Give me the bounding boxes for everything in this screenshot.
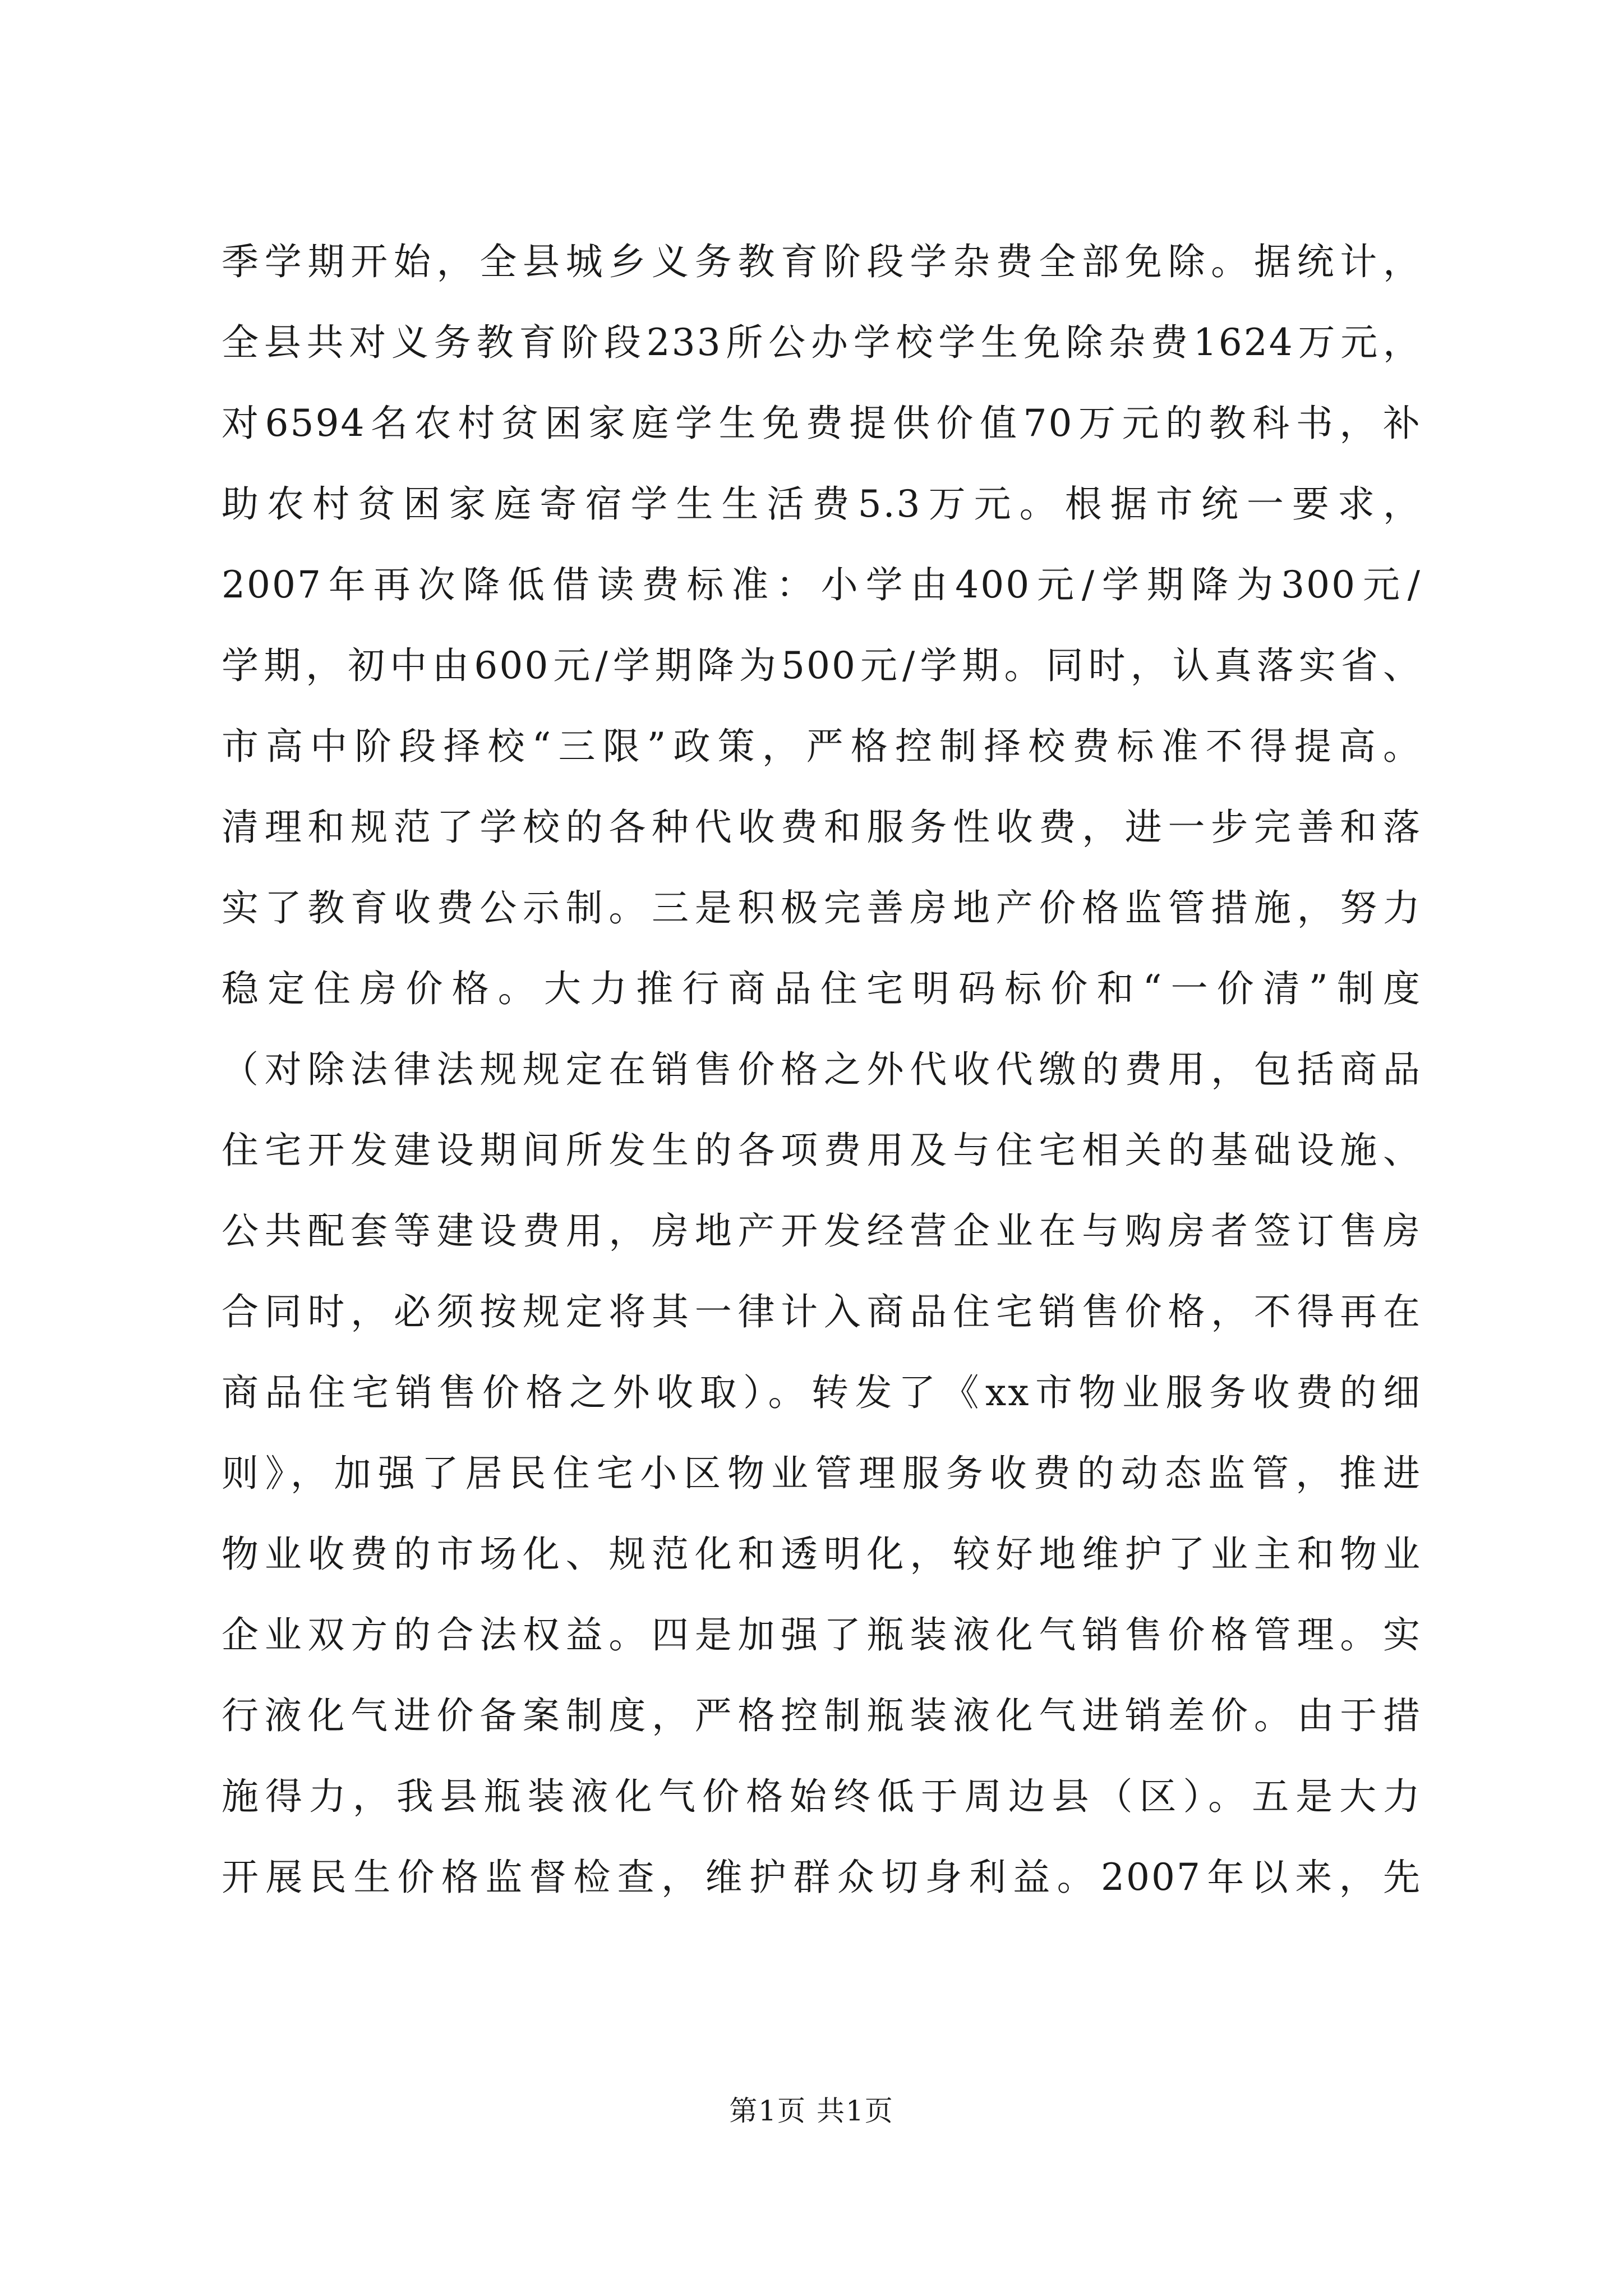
text-line: 开展民生价格监督检查，维护群众切身利益。2007年以来，先 xyxy=(222,1856,1422,1899)
text-line: 企业双方的合法权益。四是加强了瓶装液化气销售价格管理。实 xyxy=(222,1613,1422,1657)
text-line: 学期，初中由600元/学期降为500元/学期。同时，认真落实省、 xyxy=(222,644,1422,687)
text-line: 合同时，必须按规定将其一律计入商品住宅销售价格，不得再在 xyxy=(222,1290,1422,1333)
text-line: 季学期开始，全县城乡义务教育阶段学杂费全部免除。据统计， xyxy=(222,240,1422,283)
text-line: 公共配套等建设费用，房地产开发经营企业在与购房者签订售房 xyxy=(222,1209,1422,1253)
text-line: 住宅开发建设期间所发生的各项费用及与住宅相关的基础设施、 xyxy=(222,1129,1422,1172)
text-line: 实了教育收费公示制。三是积极完善房地产价格监管措施，努力 xyxy=(222,886,1422,930)
text-line: 对6594名农村贫困家庭学生免费提供价值70万元的教科书，补 xyxy=(222,402,1422,445)
text-line: 商品住宅销售价格之外收取）。转发了《xx市物业服务收费的细 xyxy=(222,1371,1422,1414)
text-line: 行液化气进价备案制度，严格控制瓶装液化气进销差价。由于措 xyxy=(222,1694,1422,1737)
text-line: 市高中阶段择校“三限”政策，严格控制择校费标准不得提高。 xyxy=(222,725,1422,768)
text-line: 稳定住房价格。大力推行商品住宅明码标价和“一价清”制度 xyxy=(222,967,1422,1010)
body-paragraph xyxy=(222,222,1422,1918)
text-line: 助农村贫困家庭寄宿学生生活费5.3万元。根据市统一要求， xyxy=(222,482,1422,526)
text-line: 2007年再次降低借读费标准：小学由400元/学期降为300元/ xyxy=(222,563,1422,606)
page-footer: 第1页 共1页 xyxy=(729,2095,894,2127)
text-line: 清理和规范了学校的各种代收费和服务性收费，进一步完善和落 xyxy=(222,806,1422,849)
text-line: 施得力，我县瓶装液化气价格始终低于周边县（区）。五是大力 xyxy=(222,1775,1422,1818)
text-line: 全县共对义务教育阶段233所公办学校学生免除杂费1624万元， xyxy=(222,321,1422,364)
text-line: （对除法律法规规定在销售价格之外代收代缴的费用，包括商品 xyxy=(222,1048,1422,1091)
text-line: 物业收费的市场化、规范化和透明化，较好地维护了业主和物业 xyxy=(222,1533,1422,1576)
text-line: 则》，加强了居民住宅小区物业管理服务收费的动态监管，推进 xyxy=(222,1452,1422,1495)
